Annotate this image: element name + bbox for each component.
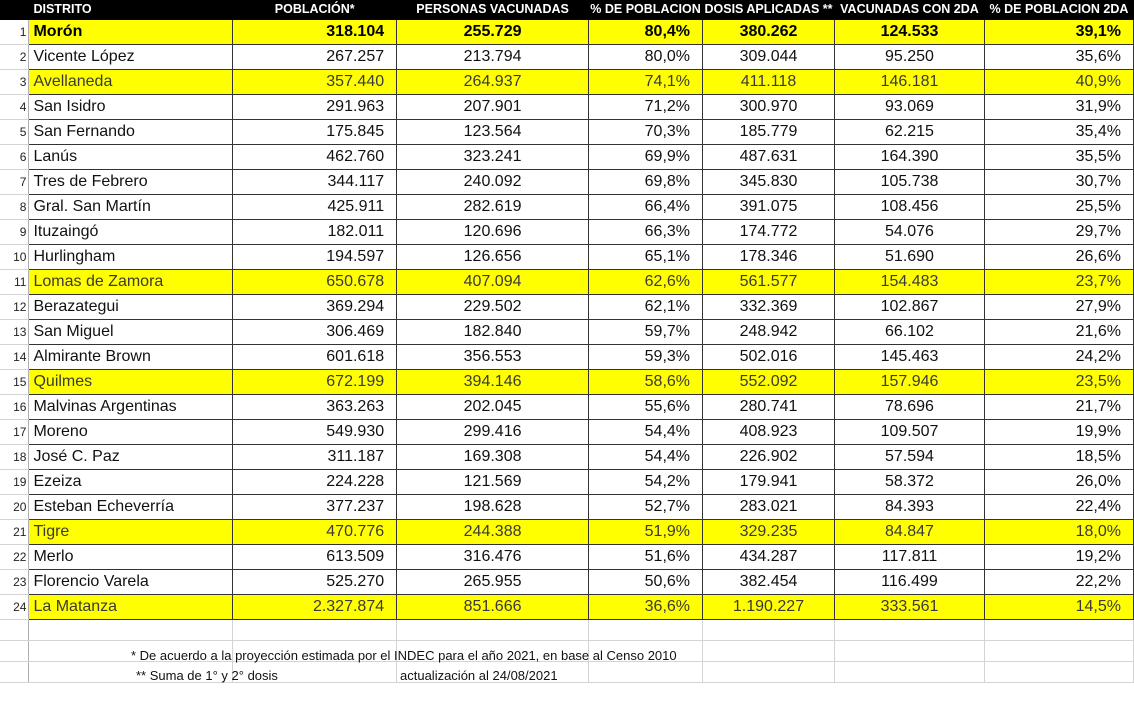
row-number[interactable]: 3 bbox=[0, 70, 29, 95]
corner-cell[interactable] bbox=[0, 0, 29, 20]
cell-vacunadas-2da[interactable]: 164.390 bbox=[835, 145, 985, 170]
row-number[interactable]: 1 bbox=[0, 20, 29, 45]
empty-cell[interactable] bbox=[984, 662, 1133, 683]
empty-cell[interactable] bbox=[703, 662, 835, 683]
cell-pct-poblacion-2da[interactable]: 21,7% bbox=[984, 395, 1133, 420]
cell-vacunadas-2da[interactable]: 109.507 bbox=[835, 420, 985, 445]
row-number[interactable]: 20 bbox=[0, 495, 29, 520]
cell-vacunadas-2da[interactable]: 93.069 bbox=[835, 95, 985, 120]
empty-cell[interactable] bbox=[233, 620, 397, 641]
cell-personas-vacunadas[interactable]: 213.794 bbox=[397, 45, 589, 70]
cell-pct-poblacion-2da[interactable]: 19,9% bbox=[984, 420, 1133, 445]
cell-poblacion[interactable]: 369.294 bbox=[233, 295, 397, 320]
table-row bbox=[0, 395, 1134, 420]
row-number[interactable]: 4 bbox=[0, 95, 29, 120]
header-distrito[interactable]: DISTRITO bbox=[29, 0, 233, 20]
cell-pct-poblacion-2da[interactable]: 23,7% bbox=[984, 270, 1133, 295]
cell-vacunadas-2da[interactable]: 154.483 bbox=[835, 270, 985, 295]
cell-dosis-aplicadas[interactable]: 179.941 bbox=[703, 470, 835, 495]
cell-pct-poblacion-2da[interactable]: 30,7% bbox=[984, 170, 1133, 195]
cell-vacunadas-2da[interactable]: 54.076 bbox=[835, 220, 985, 245]
row-number[interactable]: 18 bbox=[0, 445, 29, 470]
cell-vacunadas-2da[interactable]: 108.456 bbox=[835, 195, 985, 220]
cell-distrito[interactable]: Berazategui bbox=[29, 295, 233, 320]
cell-dosis-aplicadas[interactable]: 382.454 bbox=[703, 570, 835, 595]
cell-poblacion[interactable]: 462.760 bbox=[233, 145, 397, 170]
row-number[interactable]: 15 bbox=[0, 370, 29, 395]
row-number[interactable]: 5 bbox=[0, 120, 29, 145]
cell-vacunadas-2da[interactable]: 62.215 bbox=[835, 120, 985, 145]
row-number[interactable]: 6 bbox=[0, 145, 29, 170]
cell-poblacion[interactable]: 470.776 bbox=[233, 520, 397, 545]
cell-pct-poblacion[interactable]: 71,2% bbox=[589, 95, 703, 120]
cell-pct-poblacion[interactable]: 62,1% bbox=[589, 295, 703, 320]
row-number[interactable]: 12 bbox=[0, 295, 29, 320]
table-row bbox=[0, 270, 1134, 295]
cell-distrito[interactable]: Lomas de Zamora bbox=[29, 270, 233, 295]
empty-cell[interactable] bbox=[984, 620, 1133, 641]
cell-pct-poblacion[interactable]: 55,6% bbox=[589, 395, 703, 420]
cell-poblacion[interactable]: 363.263 bbox=[233, 395, 397, 420]
cell-poblacion[interactable]: 672.199 bbox=[233, 370, 397, 395]
cell-poblacion[interactable]: 267.257 bbox=[233, 45, 397, 70]
cell-distrito[interactable]: José C. Paz bbox=[29, 445, 233, 470]
cell-dosis-aplicadas[interactable]: 561.577 bbox=[703, 270, 835, 295]
cell-pct-poblacion-2da[interactable]: 31,9% bbox=[984, 95, 1133, 120]
cell-poblacion[interactable]: 425.911 bbox=[233, 195, 397, 220]
cell-dosis-aplicadas[interactable]: 280.741 bbox=[703, 395, 835, 420]
cell-distrito[interactable]: Ezeiza bbox=[29, 470, 233, 495]
cell-distrito[interactable]: Moreno bbox=[29, 420, 233, 445]
cell-dosis-aplicadas[interactable]: 283.021 bbox=[703, 495, 835, 520]
row-number[interactable] bbox=[0, 641, 29, 662]
cell-pct-poblacion-2da[interactable]: 27,9% bbox=[984, 295, 1133, 320]
cell-vacunadas-2da[interactable]: 116.499 bbox=[835, 570, 985, 595]
cell-pct-poblacion[interactable]: 59,7% bbox=[589, 320, 703, 345]
cell-distrito[interactable]: Morón bbox=[29, 20, 233, 45]
table-row bbox=[0, 520, 1134, 545]
empty-cell[interactable] bbox=[703, 620, 835, 641]
cell-pct-poblacion[interactable]: 66,4% bbox=[589, 195, 703, 220]
cell-pct-poblacion-2da[interactable]: 26,6% bbox=[984, 245, 1133, 270]
cell-poblacion[interactable]: 194.597 bbox=[233, 245, 397, 270]
cell-pct-poblacion[interactable]: 54,2% bbox=[589, 470, 703, 495]
cell-dosis-aplicadas[interactable]: 502.016 bbox=[703, 345, 835, 370]
row-number[interactable]: 7 bbox=[0, 170, 29, 195]
cell-dosis-aplicadas[interactable]: 1.190.227 bbox=[703, 595, 835, 620]
cell-poblacion[interactable]: 377.237 bbox=[233, 495, 397, 520]
footnote-poblacion: * De acuerdo a la proyección estimada por el INDEC para el año 2021, en base al Censo 2010 bbox=[131, 648, 677, 663]
cell-distrito[interactable]: Tigre bbox=[29, 520, 233, 545]
cell-distrito[interactable]: San Isidro bbox=[29, 95, 233, 120]
empty-cell[interactable] bbox=[589, 620, 703, 641]
cell-dosis-aplicadas[interactable]: 408.923 bbox=[703, 420, 835, 445]
row-number[interactable]: 16 bbox=[0, 395, 29, 420]
cell-pct-poblacion-2da[interactable]: 40,9% bbox=[984, 70, 1133, 95]
cell-poblacion[interactable]: 175.845 bbox=[233, 120, 397, 145]
cell-pct-poblacion-2da[interactable]: 19,2% bbox=[984, 545, 1133, 570]
cell-dosis-aplicadas[interactable]: 329.235 bbox=[703, 520, 835, 545]
table-row bbox=[0, 570, 1134, 595]
empty-cell[interactable] bbox=[589, 662, 703, 683]
cell-pct-poblacion[interactable]: 52,7% bbox=[589, 495, 703, 520]
cell-pct-poblacion[interactable]: 54,4% bbox=[589, 420, 703, 445]
cell-poblacion[interactable]: 318.104 bbox=[233, 20, 397, 45]
table-row bbox=[0, 95, 1134, 120]
cell-pct-poblacion-2da[interactable]: 22,4% bbox=[984, 495, 1133, 520]
cell-vacunadas-2da[interactable]: 66.102 bbox=[835, 320, 985, 345]
cell-distrito[interactable]: Lanús bbox=[29, 145, 233, 170]
row-number[interactable]: 11 bbox=[0, 270, 29, 295]
cell-personas-vacunadas[interactable]: 316.476 bbox=[397, 545, 589, 570]
cell-pct-poblacion[interactable]: 74,1% bbox=[589, 70, 703, 95]
cell-poblacion[interactable]: 613.509 bbox=[233, 545, 397, 570]
cell-dosis-aplicadas[interactable]: 434.287 bbox=[703, 545, 835, 570]
cell-pct-poblacion[interactable]: 36,6% bbox=[589, 595, 703, 620]
table-row bbox=[0, 145, 1134, 170]
cell-dosis-aplicadas[interactable]: 345.830 bbox=[703, 170, 835, 195]
cell-pct-poblacion-2da[interactable]: 39,1% bbox=[984, 20, 1133, 45]
cell-pct-poblacion-2da[interactable]: 25,5% bbox=[984, 195, 1133, 220]
cell-dosis-aplicadas[interactable]: 391.075 bbox=[703, 195, 835, 220]
cell-distrito[interactable]: Esteban Echeverría bbox=[29, 495, 233, 520]
cell-poblacion[interactable]: 357.440 bbox=[233, 70, 397, 95]
cell-personas-vacunadas[interactable]: 356.553 bbox=[397, 345, 589, 370]
cell-personas-vacunadas[interactable]: 202.045 bbox=[397, 395, 589, 420]
cell-dosis-aplicadas[interactable]: 552.092 bbox=[703, 370, 835, 395]
cell-distrito[interactable]: La Matanza bbox=[29, 595, 233, 620]
cell-dosis-aplicadas[interactable]: 300.970 bbox=[703, 95, 835, 120]
cell-distrito[interactable]: Ituzaingó bbox=[29, 220, 233, 245]
row-number[interactable]: 22 bbox=[0, 545, 29, 570]
empty-cell[interactable] bbox=[835, 662, 985, 683]
cell-pct-poblacion[interactable]: 62,6% bbox=[589, 270, 703, 295]
update-date: actualización al 24/08/2021 bbox=[400, 668, 558, 683]
cell-distrito[interactable]: Quilmes bbox=[29, 370, 233, 395]
cell-vacunadas-2da[interactable]: 124.533 bbox=[835, 20, 985, 45]
cell-distrito[interactable]: San Miguel bbox=[29, 320, 233, 345]
cell-vacunadas-2da[interactable]: 95.250 bbox=[835, 45, 985, 70]
row-number[interactable]: 9 bbox=[0, 220, 29, 245]
empty-cell[interactable] bbox=[397, 620, 589, 641]
cell-dosis-aplicadas[interactable]: 226.902 bbox=[703, 445, 835, 470]
table-row bbox=[0, 45, 1134, 70]
table-row bbox=[0, 345, 1134, 370]
cell-dosis-aplicadas[interactable]: 332.369 bbox=[703, 295, 835, 320]
empty-row bbox=[0, 620, 1134, 641]
cell-distrito[interactable]: Vicente López bbox=[29, 45, 233, 70]
cell-pct-poblacion[interactable]: 80,0% bbox=[589, 45, 703, 70]
table-row bbox=[0, 320, 1134, 345]
cell-personas-vacunadas[interactable]: 120.696 bbox=[397, 220, 589, 245]
cell-personas-vacunadas[interactable]: 323.241 bbox=[397, 145, 589, 170]
cell-personas-vacunadas[interactable]: 182.840 bbox=[397, 320, 589, 345]
cell-dosis-aplicadas[interactable]: 380.262 bbox=[703, 20, 835, 45]
empty-cell[interactable] bbox=[984, 641, 1133, 662]
cell-distrito[interactable]: Malvinas Argentinas bbox=[29, 395, 233, 420]
cell-distrito[interactable]: Merlo bbox=[29, 545, 233, 570]
table-row bbox=[0, 170, 1134, 195]
cell-distrito[interactable]: Almirante Brown bbox=[29, 345, 233, 370]
table-row bbox=[0, 370, 1134, 395]
row-number[interactable]: 13 bbox=[0, 320, 29, 345]
cell-dosis-aplicadas[interactable]: 411.118 bbox=[703, 70, 835, 95]
cell-vacunadas-2da[interactable]: 102.867 bbox=[835, 295, 985, 320]
cell-vacunadas-2da[interactable]: 146.181 bbox=[835, 70, 985, 95]
cell-dosis-aplicadas[interactable]: 487.631 bbox=[703, 145, 835, 170]
header-dosis-aplicadas[interactable]: DOSIS APLICADAS ** bbox=[703, 0, 835, 20]
cell-poblacion[interactable]: 549.930 bbox=[233, 420, 397, 445]
table-row bbox=[0, 20, 1134, 45]
cell-personas-vacunadas[interactable]: 851.666 bbox=[397, 595, 589, 620]
cell-poblacion[interactable]: 344.117 bbox=[233, 170, 397, 195]
table-row bbox=[0, 220, 1134, 245]
cell-vacunadas-2da[interactable]: 58.372 bbox=[835, 470, 985, 495]
cell-personas-vacunadas[interactable]: 229.502 bbox=[397, 295, 589, 320]
header-pct-poblacion-2da[interactable]: % DE POBLACION 2DA bbox=[984, 0, 1133, 20]
cell-poblacion[interactable]: 306.469 bbox=[233, 320, 397, 345]
cell-vacunadas-2da[interactable]: 84.393 bbox=[835, 495, 985, 520]
empty-cell[interactable] bbox=[835, 641, 985, 662]
row-number[interactable]: 14 bbox=[0, 345, 29, 370]
row-number[interactable]: 10 bbox=[0, 245, 29, 270]
empty-cell[interactable] bbox=[835, 620, 985, 641]
table-row bbox=[0, 70, 1134, 95]
cell-pct-poblacion-2da[interactable]: 21,6% bbox=[984, 320, 1133, 345]
cell-personas-vacunadas[interactable]: 240.092 bbox=[397, 170, 589, 195]
table-row bbox=[0, 470, 1134, 495]
cell-pct-poblacion[interactable]: 51,6% bbox=[589, 545, 703, 570]
cell-pct-poblacion-2da[interactable]: 18,5% bbox=[984, 445, 1133, 470]
cell-dosis-aplicadas[interactable]: 174.772 bbox=[703, 220, 835, 245]
table-row bbox=[0, 495, 1134, 520]
cell-poblacion[interactable]: 650.678 bbox=[233, 270, 397, 295]
table-row bbox=[0, 445, 1134, 470]
cell-dosis-aplicadas[interactable]: 185.779 bbox=[703, 120, 835, 145]
cell-pct-poblacion[interactable]: 66,3% bbox=[589, 220, 703, 245]
cell-pct-poblacion[interactable]: 50,6% bbox=[589, 570, 703, 595]
cell-distrito[interactable]: Gral. San Martín bbox=[29, 195, 233, 220]
cell-pct-poblacion[interactable]: 80,4% bbox=[589, 20, 703, 45]
table-row bbox=[0, 295, 1134, 320]
table-row bbox=[0, 120, 1134, 145]
cell-vacunadas-2da[interactable]: 105.738 bbox=[835, 170, 985, 195]
cell-personas-vacunadas[interactable]: 207.901 bbox=[397, 95, 589, 120]
cell-pct-poblacion-2da[interactable]: 35,5% bbox=[984, 145, 1133, 170]
cell-vacunadas-2da[interactable]: 84.847 bbox=[835, 520, 985, 545]
cell-vacunadas-2da[interactable]: 157.946 bbox=[835, 370, 985, 395]
cell-pct-poblacion[interactable]: 70,3% bbox=[589, 120, 703, 145]
cell-poblacion[interactable]: 311.187 bbox=[233, 445, 397, 470]
header-vacunadas-2da[interactable]: VACUNADAS CON 2DA bbox=[835, 0, 985, 20]
cell-poblacion[interactable]: 525.270 bbox=[233, 570, 397, 595]
cell-personas-vacunadas[interactable]: 255.729 bbox=[397, 20, 589, 45]
cell-pct-poblacion[interactable]: 51,9% bbox=[589, 520, 703, 545]
row-number[interactable] bbox=[0, 620, 29, 641]
cell-vacunadas-2da[interactable]: 117.811 bbox=[835, 545, 985, 570]
empty-cell[interactable] bbox=[703, 641, 835, 662]
row-number[interactable]: 2 bbox=[0, 45, 29, 70]
cell-poblacion[interactable]: 224.228 bbox=[233, 470, 397, 495]
header-poblacion[interactable]: POBLACIÓN* bbox=[233, 0, 397, 20]
cell-vacunadas-2da[interactable]: 333.561 bbox=[835, 595, 985, 620]
row-number[interactable]: 19 bbox=[0, 470, 29, 495]
cell-personas-vacunadas[interactable]: 121.569 bbox=[397, 470, 589, 495]
cell-personas-vacunadas[interactable]: 407.094 bbox=[397, 270, 589, 295]
cell-personas-vacunadas[interactable]: 265.955 bbox=[397, 570, 589, 595]
table-row bbox=[0, 545, 1134, 570]
row-number[interactable]: 24 bbox=[0, 595, 29, 620]
header-row bbox=[0, 0, 1134, 20]
cell-vacunadas-2da[interactable]: 145.463 bbox=[835, 345, 985, 370]
cell-personas-vacunadas[interactable]: 123.564 bbox=[397, 120, 589, 145]
cell-personas-vacunadas[interactable]: 244.388 bbox=[397, 520, 589, 545]
cell-dosis-aplicadas[interactable]: 248.942 bbox=[703, 320, 835, 345]
row-number[interactable]: 23 bbox=[0, 570, 29, 595]
cell-personas-vacunadas[interactable]: 282.619 bbox=[397, 195, 589, 220]
cell-personas-vacunadas[interactable]: 169.308 bbox=[397, 445, 589, 470]
cell-pct-poblacion-2da[interactable]: 24,2% bbox=[984, 345, 1133, 370]
cell-dosis-aplicadas[interactable]: 309.044 bbox=[703, 45, 835, 70]
cell-personas-vacunadas[interactable]: 264.937 bbox=[397, 70, 589, 95]
row-number[interactable]: 8 bbox=[0, 195, 29, 220]
cell-pct-poblacion-2da[interactable]: 35,6% bbox=[984, 45, 1133, 70]
cell-pct-poblacion-2da[interactable]: 23,5% bbox=[984, 370, 1133, 395]
cell-personas-vacunadas[interactable]: 126.656 bbox=[397, 245, 589, 270]
cell-pct-poblacion-2da[interactable]: 18,0% bbox=[984, 520, 1133, 545]
cell-pct-poblacion[interactable]: 58,6% bbox=[589, 370, 703, 395]
cell-pct-poblacion-2da[interactable]: 35,4% bbox=[984, 120, 1133, 145]
row-number[interactable] bbox=[0, 662, 29, 683]
footnote-dosis: ** Suma de 1° y 2° dosis bbox=[136, 668, 278, 683]
header-personas-vacunadas[interactable]: PERSONAS VACUNADAS bbox=[397, 0, 589, 20]
table-row bbox=[0, 595, 1134, 620]
row-number[interactable]: 17 bbox=[0, 420, 29, 445]
cell-pct-poblacion-2da[interactable]: 22,2% bbox=[984, 570, 1133, 595]
cell-distrito[interactable]: Avellaneda bbox=[29, 70, 233, 95]
cell-distrito[interactable]: Hurlingham bbox=[29, 245, 233, 270]
cell-vacunadas-2da[interactable]: 57.594 bbox=[835, 445, 985, 470]
cell-dosis-aplicadas[interactable]: 178.346 bbox=[703, 245, 835, 270]
cell-poblacion[interactable]: 601.618 bbox=[233, 345, 397, 370]
table-row bbox=[0, 245, 1134, 270]
cell-pct-poblacion-2da[interactable]: 29,7% bbox=[984, 220, 1133, 245]
cell-poblacion[interactable]: 2.327.874 bbox=[233, 595, 397, 620]
cell-pct-poblacion-2da[interactable]: 26,0% bbox=[984, 470, 1133, 495]
cell-pct-poblacion-2da[interactable]: 14,5% bbox=[984, 595, 1133, 620]
cell-vacunadas-2da[interactable]: 51.690 bbox=[835, 245, 985, 270]
table-row bbox=[0, 420, 1134, 445]
cell-personas-vacunadas[interactable]: 394.146 bbox=[397, 370, 589, 395]
cell-pct-poblacion[interactable]: 69,8% bbox=[589, 170, 703, 195]
cell-poblacion[interactable]: 182.011 bbox=[233, 220, 397, 245]
cell-distrito[interactable]: Florencio Varela bbox=[29, 570, 233, 595]
cell-vacunadas-2da[interactable]: 78.696 bbox=[835, 395, 985, 420]
empty-cell[interactable] bbox=[29, 620, 233, 641]
cell-distrito[interactable]: San Fernando bbox=[29, 120, 233, 145]
cell-poblacion[interactable]: 291.963 bbox=[233, 95, 397, 120]
row-number[interactable]: 21 bbox=[0, 520, 29, 545]
cell-personas-vacunadas[interactable]: 198.628 bbox=[397, 495, 589, 520]
header-pct-poblacion[interactable]: % DE POBLACION bbox=[589, 0, 703, 20]
cell-personas-vacunadas[interactable]: 299.416 bbox=[397, 420, 589, 445]
cell-pct-poblacion[interactable]: 65,1% bbox=[589, 245, 703, 270]
cell-pct-poblacion[interactable]: 69,9% bbox=[589, 145, 703, 170]
cell-pct-poblacion[interactable]: 59,3% bbox=[589, 345, 703, 370]
cell-pct-poblacion[interactable]: 54,4% bbox=[589, 445, 703, 470]
cell-distrito[interactable]: Tres de Febrero bbox=[29, 170, 233, 195]
table-row bbox=[0, 195, 1134, 220]
